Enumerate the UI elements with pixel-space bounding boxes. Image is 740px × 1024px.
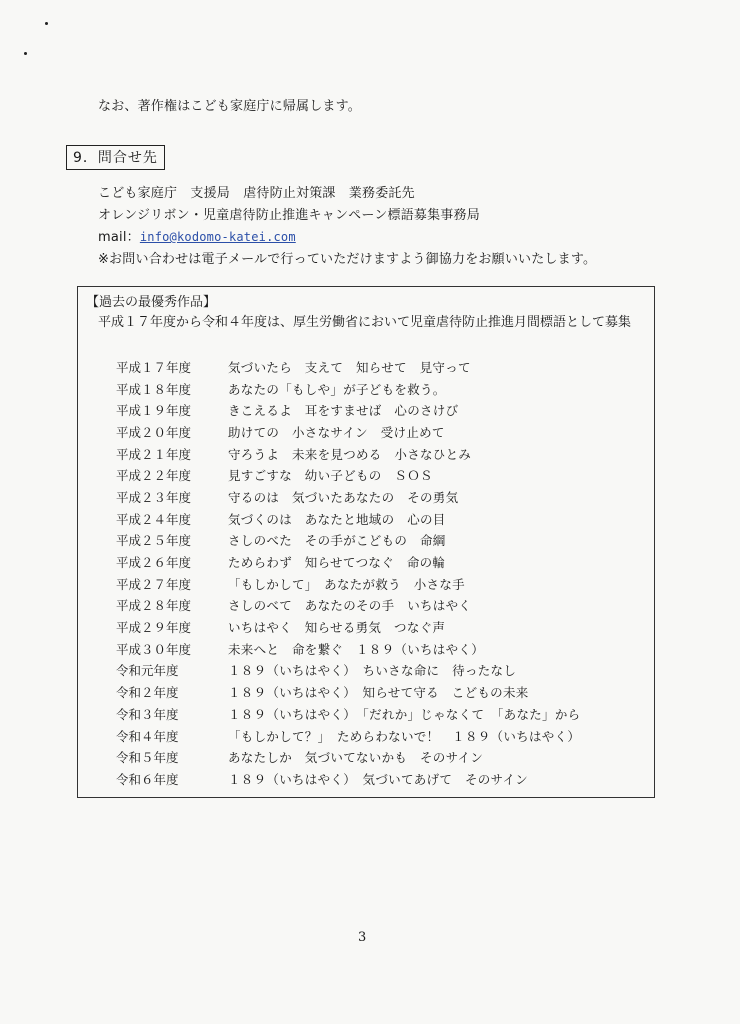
past-work-row — [116, 508, 580, 530]
past-work-year: 平成２１年度 — [116, 446, 192, 462]
scan-speck — [45, 22, 48, 25]
past-work-slogan: きこえるよ 耳をすませば 心のさけび — [228, 403, 459, 419]
page-number: 3 — [358, 930, 367, 945]
past-works-intro: 平成１７年度から令和４年度は、厚生労働省において児童虐待防止推進月間標語として募集 — [98, 315, 632, 330]
past-work-slogan: １８９（いちはやく） 知らせて守る こどもの未来 — [228, 685, 529, 701]
past-work-row — [116, 616, 580, 638]
past-work-slogan: あなたしか 気づいてないかも そのサイン — [228, 750, 484, 766]
scan-speck — [24, 52, 27, 55]
past-work-row — [116, 703, 580, 725]
past-work-year: 平成１７年度 — [116, 359, 192, 375]
past-work-row — [116, 399, 580, 421]
past-works-title: 【過去の最優秀作品】 — [86, 295, 217, 310]
past-work-slogan: さしのべて あなたのその手 いちはやく — [228, 598, 472, 614]
past-work-row — [116, 356, 580, 378]
past-work-slogan: 見すごすな 幼い子どもの ＳＯＳ — [228, 468, 433, 484]
past-work-year: 平成２０年度 — [116, 424, 192, 440]
mail-link[interactable]: info@kodomo-katei.com — [139, 230, 296, 244]
past-work-row — [116, 551, 580, 573]
past-work-slogan: １８９（いちはやく） 「だれか」じゃなくて 「あなた」から — [228, 706, 581, 722]
past-work-slogan: １８９（いちはやく） ちいさな命に 待ったなし — [228, 663, 517, 679]
past-work-slogan: 助けての 小さなサイン 受け止めて — [228, 424, 445, 440]
contact-line: オレンジリボン・児童虐待防止推進キャンペーン標語募集事務局 — [98, 208, 480, 223]
past-work-row — [116, 378, 580, 400]
past-work-row — [116, 443, 580, 465]
past-work-row — [116, 681, 580, 703]
past-work-slogan: さしのべた その手がこどもの 命綱 — [228, 533, 446, 549]
past-work-year: 令和元年度 — [116, 663, 179, 679]
past-work-year: 平成２３年度 — [116, 489, 192, 505]
past-work-year: 平成２４年度 — [116, 511, 192, 527]
past-work-year: 令和３年度 — [116, 706, 179, 722]
past-work-year: 平成３０年度 — [116, 641, 192, 657]
past-work-year: 令和６年度 — [116, 771, 179, 787]
contact-note: ※お問い合わせは電子メールで行っていただけますよう御協力をお願いいたします。 — [98, 252, 597, 267]
past-work-row — [116, 660, 580, 682]
past-work-slogan: いちはやく 知らせる勇気 つなぐ声 — [228, 620, 446, 636]
past-work-slogan: 気づいたら 支えて 知らせて 見守って — [228, 359, 471, 375]
past-work-year: 平成２２年度 — [116, 468, 192, 484]
past-work-row — [116, 746, 580, 768]
mail-label: mail： — [98, 230, 140, 245]
copyright-note: なお、著作権はこども家庭庁に帰属します。 — [98, 99, 361, 114]
past-work-slogan: 気づくのは あなたと地域の 心の目 — [228, 511, 446, 527]
past-work-slogan: 未来へと 命を繋ぐ １８９（いちはやく） — [228, 641, 485, 657]
past-work-row — [116, 573, 580, 595]
past-work-year: 令和２年度 — [116, 685, 179, 701]
past-work-slogan: １８９（いちはやく） 気づいてあげて そのサイン — [228, 771, 529, 787]
past-works-box — [77, 286, 655, 798]
past-work-year: 令和５年度 — [116, 750, 179, 766]
past-work-row — [116, 768, 580, 790]
past-work-year: 令和４年度 — [116, 728, 179, 744]
past-work-row — [116, 725, 580, 747]
past-work-year: 平成２５年度 — [116, 533, 192, 549]
contact-line: こども家庭庁 支援局 虐待防止対策課 業務委託先 — [98, 186, 415, 201]
past-work-slogan: 守るのは 気づいたあなたの その勇気 — [228, 489, 459, 505]
past-work-slogan: 「もしかして？」 ためらわないで！ １８９（いちはやく） — [228, 728, 581, 744]
past-work-row — [116, 530, 580, 552]
past-work-year: 平成１９年度 — [116, 403, 192, 419]
past-work-slogan: 守ろうよ 未来を見つめる 小さなひとみ — [228, 446, 472, 462]
past-work-year: 平成１８年度 — [116, 381, 192, 397]
past-work-row — [116, 421, 580, 443]
past-work-year: 平成２６年度 — [116, 555, 192, 571]
past-work-row — [116, 638, 580, 660]
section-heading: 9．問合せ先 — [66, 145, 165, 170]
past-work-year: 平成２９年度 — [116, 620, 192, 636]
past-work-slogan: あなたの「もしや」が子どもを救う。 — [228, 381, 446, 397]
past-works-list — [116, 356, 580, 790]
past-work-slogan: 「もしかして」 あなたが救う 小さな手 — [228, 576, 465, 592]
past-work-year: 平成２８年度 — [116, 598, 192, 614]
past-work-row — [116, 486, 580, 508]
contact-mail-line — [98, 226, 296, 245]
past-work-slogan: ためらわず 知らせてつなぐ 命の輪 — [228, 555, 446, 571]
past-work-row — [116, 595, 580, 617]
past-work-row — [116, 464, 580, 486]
past-work-year: 平成２７年度 — [116, 576, 192, 592]
